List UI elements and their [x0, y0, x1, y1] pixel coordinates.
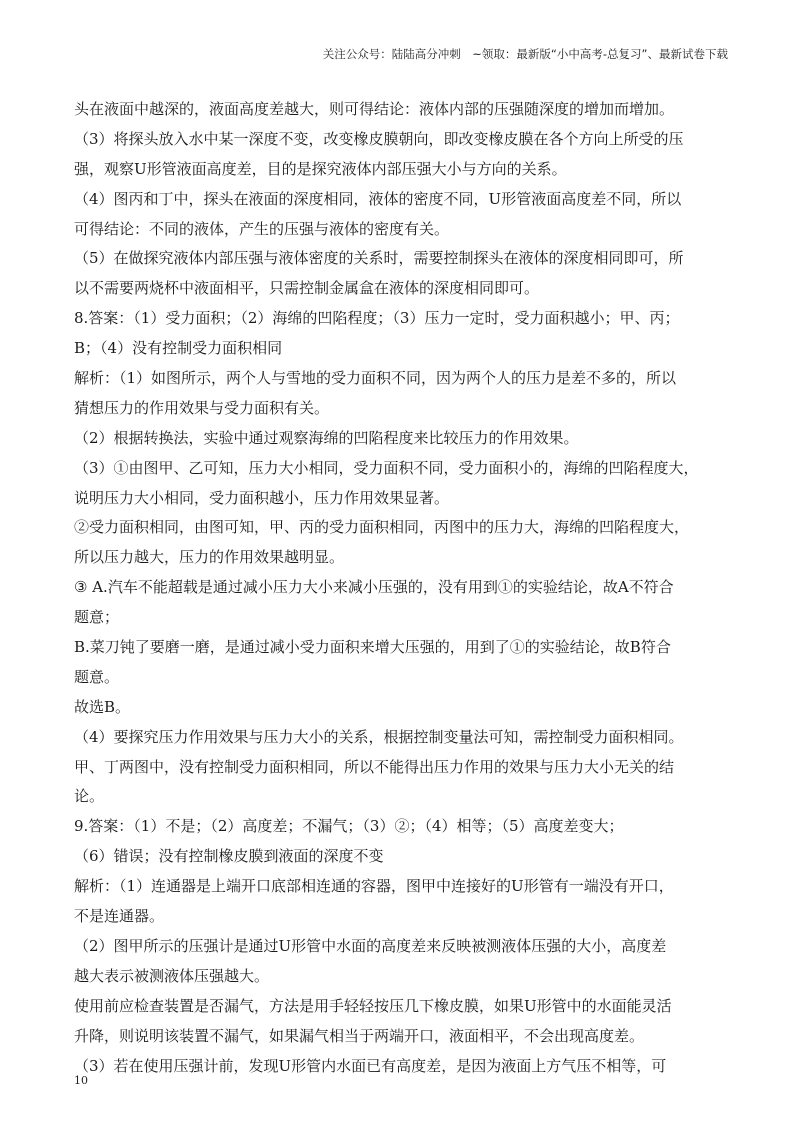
text-line: 9.答案：（1）不是；（2）高度差；不漏气；（3）②；（4）相等；（5）高度差变大；	[74, 817, 624, 836]
text-line: 不是连通器。	[74, 907, 165, 926]
text-line: 可得结论：不同的液体，产生的压强与液体的密度有关。	[74, 219, 450, 238]
page-number: 10	[74, 1074, 88, 1087]
text-line: 越大表示被测液体压强越大。	[74, 966, 270, 985]
text-line: （6）错误；没有控制橡皮膜到液面的深度不变	[74, 847, 384, 866]
document-body	[74, 95, 734, 1081]
text-line: 以不需要两烧杯中液面相平，只需控制金属盒在液体的深度相同即可。	[74, 279, 540, 298]
text-line: 使用前应检查装置是否漏气，方法是用手轻轻按压几下橡皮膜，如果U形管中的水面能灵活	[74, 996, 672, 1015]
text-line: （3）将探头放入水中某一深度不变，改变橡皮膜朝向，即改变橡皮膜在各个方向上所受的压	[74, 129, 684, 148]
text-line: 甲、丁两图中，没有控制受力面积相同，所以不能得出压力作用的效果与压力大小无关的结	[74, 757, 675, 776]
text-line: 升降，则说明该装置不漏气，如果漏气相当于两端开口，液面相平，不会出现高度差。	[74, 1026, 645, 1045]
text-line: ②受力面积相同，由图可知，甲、丙的受力面积相同，丙图中的压力大，海绵的凹陷程度大，	[74, 518, 690, 537]
text-line: 头在液面中越深的，液面高度差越大，则可得结论：液体内部的压强随深度的增加而增加。	[74, 100, 675, 118]
text-line: （3）①由图甲、乙可知，压力大小相同，受力面积不同，受力面积小的，海绵的凹陷程度大，	[74, 458, 699, 477]
text-line: B；（4）没有控制受力面积相同	[74, 339, 283, 358]
text-line: 8.答案：（1）受力面积；（2）海绵的凹陷程度；（3）压力一定时，受力面积越小；甲、丙；	[74, 309, 680, 328]
text-line: 解析：（1）连通器是上端开口底部相连通的容器，图甲中连接好的U形管有一端没有开口，	[74, 877, 674, 896]
text-line: 说明压力大小相同，受力面积越小，压力作用效果显著。	[74, 488, 450, 507]
text-line: 题意。	[74, 667, 120, 686]
text-line: 故选B。	[74, 697, 131, 716]
page-header: 关注公众号：陆陆高分冲刺 ~领取：最新版“小中高考-总复习”、最新试卷下载	[322, 47, 728, 61]
text-line: 所以压力越大，压力的作用效果越明显。	[74, 548, 345, 567]
text-line: 解析：（1）如图所示，两个人与雪地的受力面积不同，因为两个人的压力是差不多的，所以	[74, 369, 677, 388]
text-line: （2）根据转换法，实验中通过观察海绵的凹陷程度来比较压力的作用效果。	[74, 428, 579, 447]
text-line: 题意；	[74, 608, 120, 627]
text-line: （2）图甲所示的压强计是通过U形管中水面的高度差来反映被测液体压强的大小，高度差	[74, 936, 667, 955]
text-line: 论。	[74, 787, 105, 806]
text-line: 猜想压力的作用效果与受力面积有关。	[74, 398, 330, 417]
text-line: B.菜刀钝了要磨一磨，是通过减小受力面积来增大压强的，用到了①的实验结论，故B符合	[74, 638, 671, 657]
text-line: （5）在做探究液体内部压强与液体密度的关系时，需要控制探头在液体的深度相同即可，所	[74, 249, 684, 268]
text-line: ③ A.汽车不能超载是通过减小压力大小来减小压强的，没有用到①的实验结论，故A不符合	[74, 578, 674, 597]
text-line: 强，观察U形管液面高度差，目的是探究液体内部压强大小与方向的关系。	[74, 159, 567, 178]
text-line: （3）若在使用压强计前，发现U形管内水面已有高度差，是因为液面上方气压不相等，可	[74, 1056, 667, 1075]
text-line: （4）图丙和丁中，探头在液面的深度相同，液体的密度不同，U形管液面高度差不同，所以	[74, 189, 682, 208]
text-line: （4）要探究压力作用效果与压力大小的关系，根据控制变量法可知，需控制受力面积相同。	[74, 727, 684, 746]
